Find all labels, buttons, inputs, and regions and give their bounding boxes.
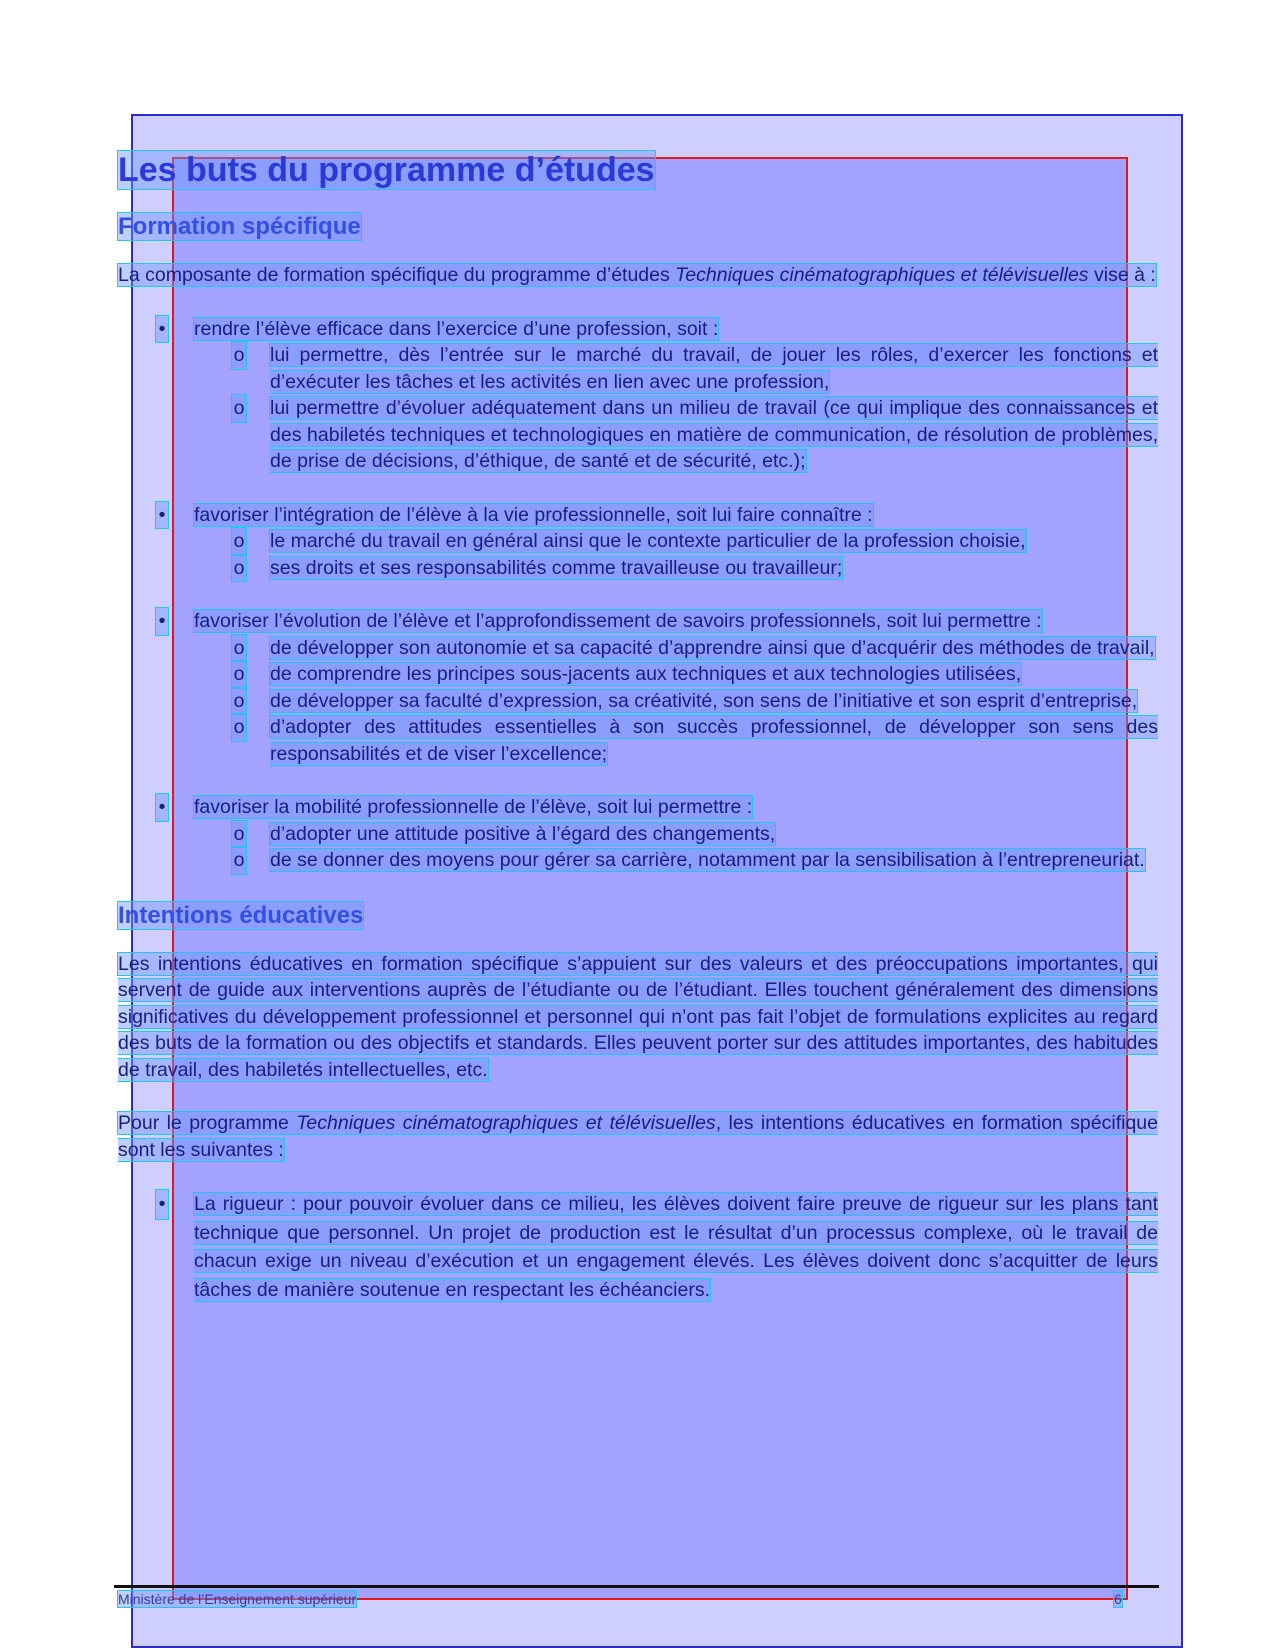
goal-text: favoriser l’évolution de l’élève et l’approfondissement de savoirs professionnels, soit lui permettre : <box>194 610 1042 632</box>
goal-subitem <box>118 342 1158 395</box>
footer-divider <box>114 1585 1159 1588</box>
goal-subitems <box>194 528 1158 581</box>
intention-text: La rigueur : pour pouvoir évoluer dans ce milieu, les élèves doivent faire preuve de rigueur sur les plans tant technique que personnel. Un projet de production est le résultat d’un processus complexe, où le travail de chacun exige un niveau d’exécution et un engagement élevés. Les élèves doivent donc s’acquitter de leurs tâches de manière soutenue en respectant les échéanciers. <box>194 1193 1158 1301</box>
goal-subitem-text: d’adopter des attitudes essentielles à son succès professionnel, de développer son sens des responsabilités et de viser l’excellence; <box>270 716 1158 765</box>
formation-intro-text <box>118 264 1156 286</box>
goal-text: rendre l’élève efficace dans l’exercice d’une profession, soit : <box>194 317 719 340</box>
goal-subitem-text: d’adopter une attitude positive à l’égard des changements, <box>270 822 776 845</box>
goal-subitem <box>118 821 1158 848</box>
goal-subitem-text: le marché du travail en général ainsi que le contexte particulier de la profession choisie, <box>270 530 1026 552</box>
goal-subitem <box>118 688 1158 715</box>
section-heading-formation <box>118 212 1158 242</box>
sub-bullet-icon: o <box>232 714 246 741</box>
goal-subitem-text: lui permettre, dès l’entrée sur le marché du travail, de jouer les rôles, d’exercer les fonctions et d’exécuter les tâches et les activités en lien avec une profession, <box>270 344 1158 393</box>
section-heading-intentions-text: Intentions éducatives <box>118 901 364 929</box>
section-heading-intentions <box>118 901 1158 931</box>
goal-subitem <box>118 847 1158 874</box>
goal-subitem <box>118 661 1158 688</box>
bullet-icon: • <box>156 794 168 821</box>
program-name: Techniques cinématographiques et télévisuelles <box>675 264 1089 286</box>
goal-subitems <box>194 821 1158 874</box>
formation-intro-after: vise à : <box>1088 264 1156 286</box>
program-paragraph-after: , les intentions éducatives en formation spécifique sont les suivantes : <box>118 1112 1158 1161</box>
program-paragraph-text <box>118 1112 1158 1161</box>
goal-subitems <box>194 635 1158 768</box>
sub-bullet-icon: o <box>232 555 246 582</box>
goal-subitem <box>118 395 1158 475</box>
sub-bullet-icon: o <box>232 635 246 662</box>
footer-ministry: Ministère de l’Enseignement supérieur <box>118 1591 357 1607</box>
goal-subitem-text: de se donner des moyens pour gérer sa carrière, notamment par la sensibilisation à l’entrepreneuriat. <box>270 849 1145 871</box>
goal-subitem-text: de comprendre les principes sous-jacents aux techniques et aux technologies utilisées, <box>270 663 1022 685</box>
bullet-icon: • <box>156 1190 168 1219</box>
sub-bullet-icon: o <box>232 661 246 688</box>
goals-list <box>118 316 1158 874</box>
goal-text: favoriser la mobilité professionnelle de l’élève, soit lui permettre : <box>194 796 753 818</box>
section-heading-formation-text: Formation spécifique <box>118 213 361 240</box>
sub-bullet-icon: o <box>232 395 246 422</box>
goal-subitem-text: lui permettre d’évoluer adéquatement dans un milieu de travail (ce qui implique des connaissances et des habiletés techniques et technologiques en matière de communication, de résolution de problèmes, de prise de décisions, d’éthique, de santé et de sécurité, etc.); <box>270 397 1158 472</box>
bullet-icon: • <box>156 502 168 529</box>
goal-subitems <box>194 342 1158 475</box>
page-number: 6 <box>1114 1591 1122 1607</box>
intentions-paragraph <box>118 951 1158 1084</box>
goal-subitem-text: ses droits et ses responsabilités comme travailleuse ou travailleur; <box>270 556 843 579</box>
page-content <box>118 150 1158 1304</box>
sub-bullet-icon: o <box>232 528 246 555</box>
intentions-paragraph-text: Les intentions éducatives en formation spécifique s’appuient sur des valeurs et des préoccupations importantes, qui servent de guide aux interventions auprès de l’étudiante ou de l’étudiant. Elles touchent généralement des dimensions significatives du développement professionnel et personnel qui n’ont pas fait l’objet de formulations explicites au regard des buts de la formation ou des objectifs et standards. Elles peuvent porter sur des attitudes importantes, des habitudes de travail, des habiletés intellectuelles, etc. <box>118 952 1158 1081</box>
formation-intro <box>118 262 1158 289</box>
goal-item <box>118 316 1158 475</box>
intentions-list <box>118 1190 1158 1304</box>
intention-item <box>118 1190 1158 1304</box>
program-paragraph-before: Pour le programme <box>118 1112 297 1134</box>
goal-item <box>118 608 1158 767</box>
formation-intro-before: La composante de formation spécifique du programme d’études <box>118 264 676 286</box>
program-paragraph <box>118 1110 1158 1163</box>
goal-subitem-text: de développer sa faculté d’expression, sa créativité, son sens de l’initiative et son esprit d’entreprise, <box>270 689 1138 712</box>
bullet-icon: • <box>156 608 168 635</box>
page-title-text: Les buts du programme d’études <box>118 151 655 189</box>
page-title <box>118 150 1158 190</box>
sub-bullet-icon: o <box>232 821 246 848</box>
goal-item <box>118 502 1158 582</box>
sub-bullet-icon: o <box>232 342 246 369</box>
goal-item <box>118 794 1158 874</box>
program-name: Techniques cinématographiques et télévisuelles <box>296 1112 716 1134</box>
goal-text: favoriser l’intégration de l’élève à la vie professionnelle, soit lui faire connaître : <box>194 503 873 526</box>
goal-subitem <box>118 714 1158 767</box>
sub-bullet-icon: o <box>232 688 246 715</box>
goal-subitem <box>118 555 1158 582</box>
goal-subitem <box>118 528 1158 555</box>
sub-bullet-icon: o <box>232 847 246 874</box>
goal-subitem-text: de développer son autonomie et sa capacité d’apprendre ainsi que d’acquérir des méthodes de travail, <box>270 636 1155 659</box>
goal-subitem <box>118 635 1158 662</box>
bullet-icon: • <box>156 316 168 343</box>
